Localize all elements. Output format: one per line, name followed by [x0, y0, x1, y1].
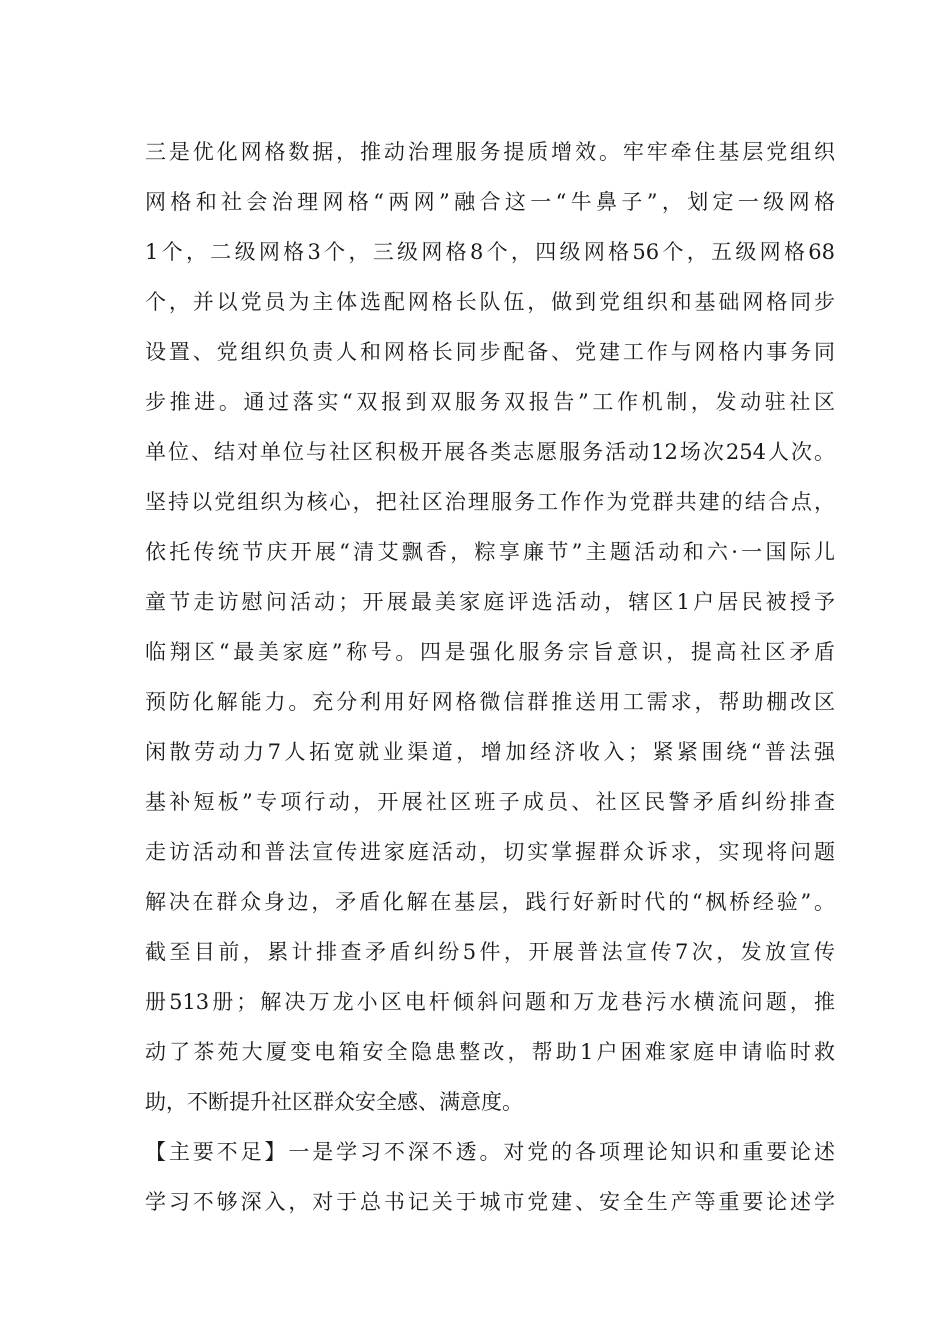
paragraph-line: 坚持以党组织为核心，把社区治理服务工作作为党群共建的结合点，	[145, 490, 835, 514]
paragraph-line: 解决在群众身边，矛盾化解在基层，践行好新时代的“枫桥经验”。	[145, 890, 835, 914]
paragraph-line: 闲散劳动力7人拓宽就业渠道，增加经济收入；紧紧围绕“普法强	[145, 740, 835, 764]
paragraph-line: 网格和社会治理网格“两网”融合这一“牛鼻子”，划定一级网格	[145, 190, 835, 214]
paragraph-line: 基补短板”专项行动，开展社区班子成员、社区民警矛盾纠纷排查	[145, 790, 835, 814]
paragraph-line: 学习不够深入，对于总书记关于城市党建、安全生产等重要论述学	[145, 1190, 835, 1214]
paragraph-line: 设置、党组织负责人和网格长同步配备、党建工作与网格内事务同	[145, 340, 835, 364]
paragraph-line: 个，并以党员为主体选配网格长队伍，做到党组织和基础网格同步	[145, 290, 835, 314]
paragraph-line: 单位、结对单位与社区积极开展各类志愿服务活动12场次254人次。	[145, 440, 835, 464]
paragraph-line: 截至目前，累计排查矛盾纠纷5件，开展普法宣传7次，发放宣传	[145, 940, 835, 964]
paragraph-line: 三是优化网格数据，推动治理服务提质增效。牢牢牵住基层党组织	[145, 140, 835, 164]
paragraph-line: 动了茶苑大厦变电箱安全隐患整改，帮助1户困难家庭申请临时救	[145, 1040, 835, 1064]
paragraph-line: 步推进。通过落实“双报到双服务双报告”工作机制，发动驻社区	[145, 390, 835, 414]
paragraph-line-last: 助，不断提升社区群众安全感、满意度。	[145, 1090, 523, 1114]
paragraph-line: 1个，二级网格3个，三级网格8个，四级网格56个，五级网格68	[145, 240, 835, 264]
paragraph-line: 童节走访慰问活动；开展最美家庭评选活动，辖区1户居民被授予	[145, 590, 835, 614]
section-heading-line: 【主要不足】一是学习不深不透。对党的各项理论知识和重要论述	[145, 1140, 835, 1164]
paragraph-line: 册513册；解决万龙小区电杆倾斜问题和万龙巷污水横流问题，推	[145, 990, 835, 1014]
paragraph-line: 走访活动和普法宣传进家庭活动，切实掌握群众诉求，实现将问题	[145, 840, 835, 864]
paragraph-line: 预防化解能力。充分利用好网格微信群推送用工需求，帮助棚改区	[145, 690, 835, 714]
paragraph-line: 依托传统节庆开展“清艾飘香，粽享廉节”主题活动和六·一国际儿	[145, 540, 835, 564]
paragraph-line: 临翔区“最美家庭”称号。四是强化服务宗旨意识，提高社区矛盾	[145, 640, 835, 664]
